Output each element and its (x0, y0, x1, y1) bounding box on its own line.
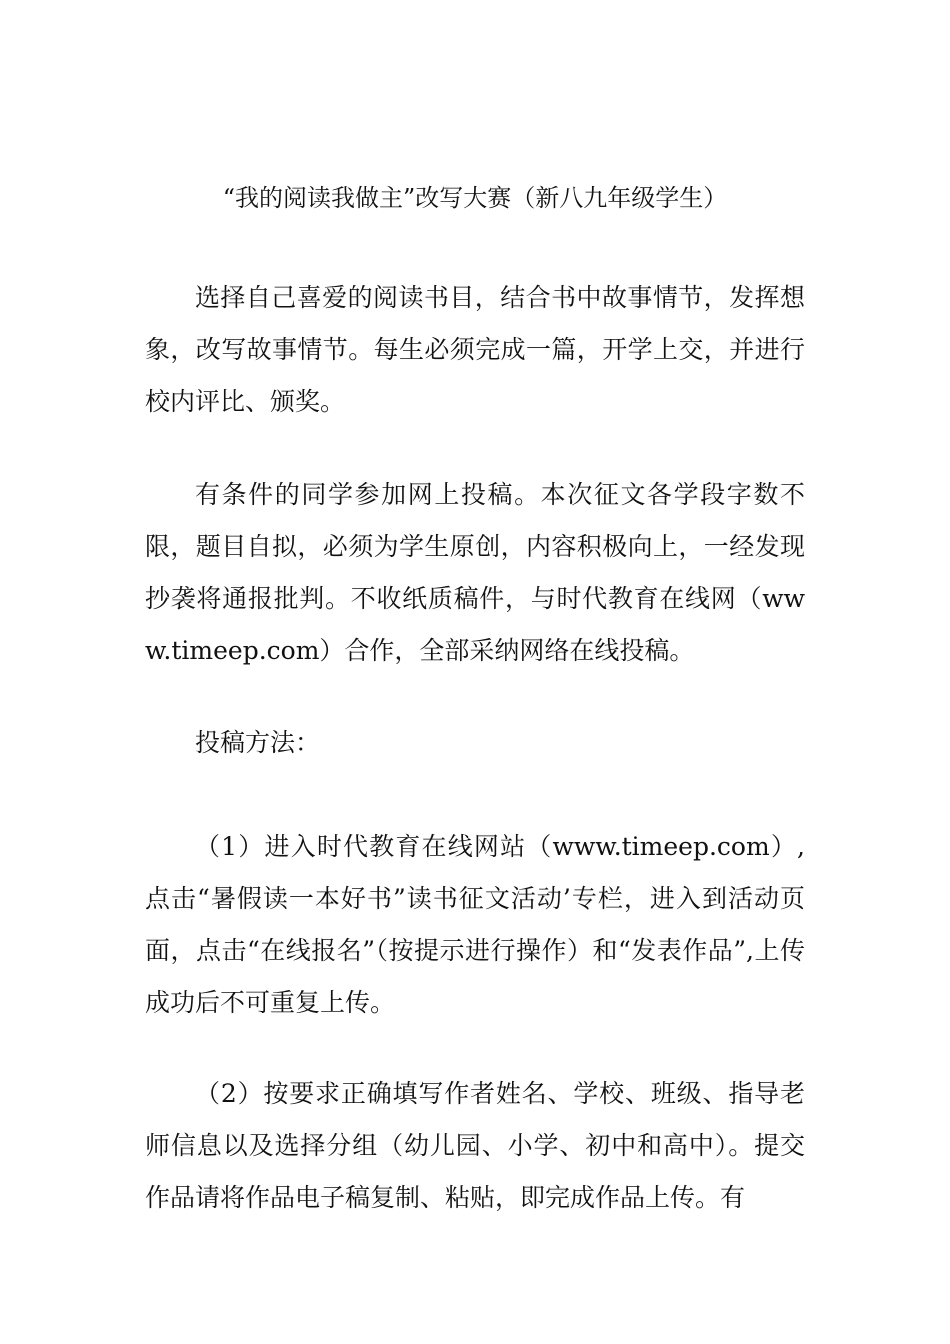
paragraph-step-2: （2）按要求正确填写作者姓名、学校、班级、指导老师信息以及选择分组（幼儿园、小学、初中和高中）。提交作品请将作品电子稿复制、粘贴，即完成作品上传。有 (145, 1079, 805, 1212)
document-title: “我的阅读我做主”改写大赛（新八九年级学生） (222, 184, 728, 212)
paragraph-submission-method-heading: 投稿方法： (195, 728, 321, 757)
paragraph-online-submission: 有条件的同学参加网上投稿。本次征文各学段字数不限，题目自拟，必须为学生原创，内容积极向上，一经发现抄袭将通报批判。不收纸质稿件，与时代教育在线网（www.timeep.com）合作，全部采纳网络在线投稿。 (145, 480, 805, 665)
paragraph-rewrite-contest: 选择自己喜爱的阅读书目，结合书中故事情节，发挥想象，改写故事情节。每生必须完成一篇，开学上交，并进行校内评比、颁奖。 (145, 283, 805, 416)
paragraph-step-1: （1）进入时代教育在线网站（www.timeep.com）,点击“暑假读一本好书”读书征文活动’专栏，进入到活动页面，点击“在线报名”（按提示进行操作）和“发表作品”,上传成功后不可重复上传。 (145, 832, 805, 1017)
